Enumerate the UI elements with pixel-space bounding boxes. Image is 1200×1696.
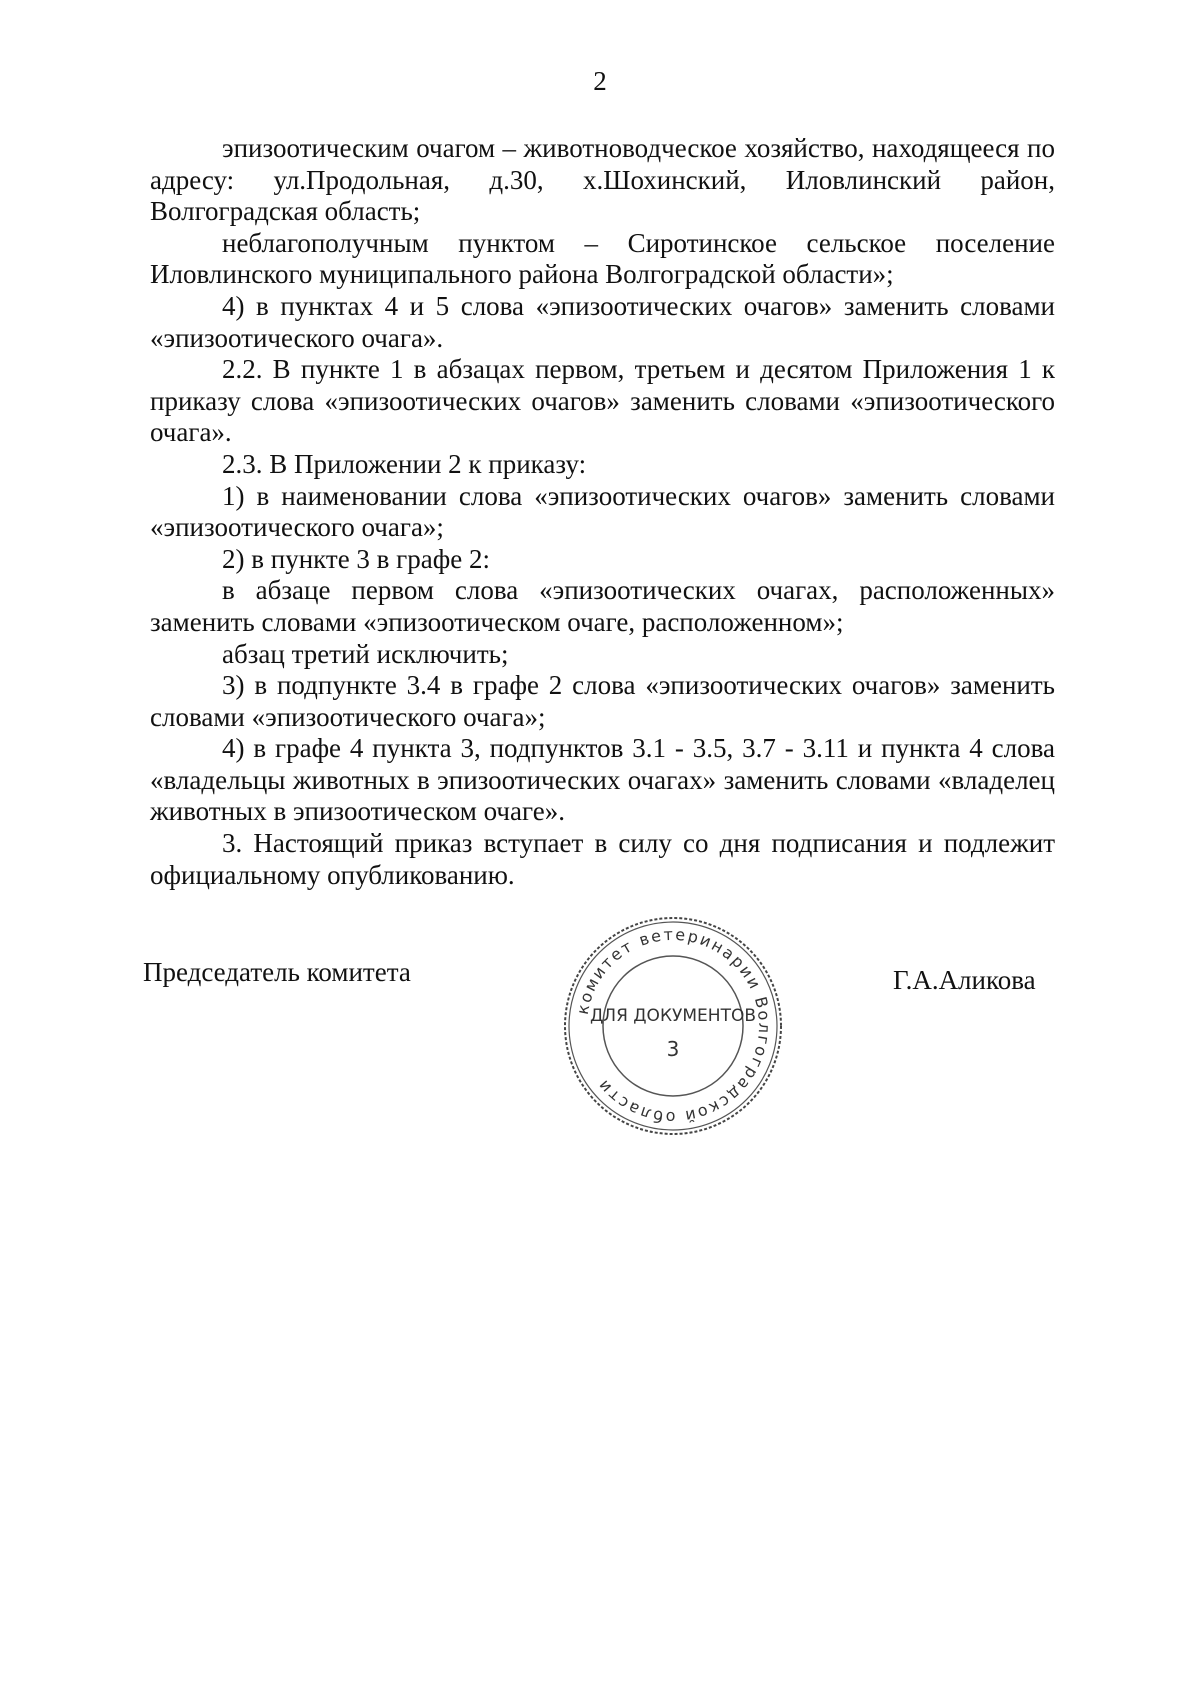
paragraph: 2) в пункте 3 в графе 2:	[222, 543, 490, 574]
stamp-number: 3	[666, 1037, 680, 1061]
official-stamp	[560, 913, 786, 1139]
paragraph: 2.2. В пункте 1 в абзацах первом, третьем и десятом Приложения 1 к приказу слова «эпизоотических очагов» заменить словами «эпизоотического очага».	[150, 354, 1055, 448]
paragraph: абзац третий исключить;	[222, 638, 509, 669]
stamp-outer-text: комитет ветеринарии Волгоградской области	[572, 924, 775, 1128]
paragraph: 3) в подпункте 3.4 в графе 2 слова «эпизоотических очагов» заменить словами «эпизоотического очага»;	[150, 670, 1055, 732]
paragraph: 2.3. В Приложении 2 к приказу:	[222, 448, 587, 479]
stamp-graphic	[560, 913, 786, 1139]
signature-block	[0, 924, 1200, 1145]
paragraph: неблагополучным пунктом – Сиротинское сельское поселение Иловлинского муниципального района Волгоградской области»;	[150, 227, 1055, 290]
document-body	[150, 133, 1055, 891]
paragraph: в абзаце первом слова «эпизоотических очагах, расположенных» заменить словами «эпизоотическом очаге, расположенном»;	[150, 575, 1055, 637]
paragraph: 4) в графе 4 пункта 3, подпунктов 3.1 - 3.5, 3.7 - 3.11 и пункта 4 слова «владельцы животных в эпизоотических очагах» заменить словами «владелец животных в эпизоотическом очаге».	[150, 733, 1055, 827]
page-number: 2	[593, 66, 607, 96]
paragraph: 4) в пунктах 4 и 5 слова «эпизоотических очагов» заменить словами «эпизоотического очага».	[150, 290, 1055, 353]
signer-name: Г.А.Аликова	[893, 965, 1036, 995]
signer-title: Председатель комитета	[143, 957, 411, 987]
paragraph: 1) в наименовании слова «эпизоотических очагов» заменить словами «эпизоотического очага»;	[150, 480, 1055, 543]
stamp-center-text: ДЛЯ ДОКУМЕНТОВ	[590, 1006, 756, 1026]
paragraph: 3. Настоящий приказ вступает в силу со дня подписания и подлежит официальному опубликованию.	[150, 828, 1055, 890]
paragraph: эпизоотическим очагом – животноводческое хозяйство, находящееся по адресу: ул.Продольная, д.30, х.Шохинский, Иловлинский район, Волгоградская область;	[150, 133, 1055, 227]
